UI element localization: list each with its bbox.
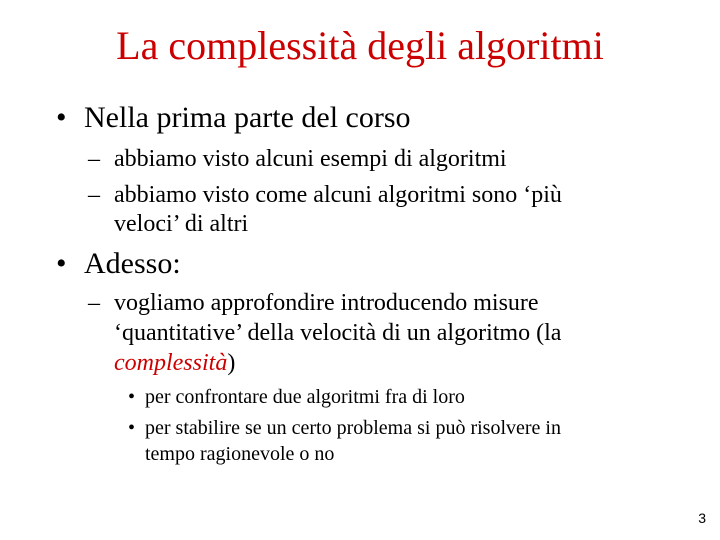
bullet-1-text: Nella prima parte del corso: [84, 101, 411, 134]
sub-marker: –: [88, 290, 100, 316]
sub-marker: –: [88, 146, 100, 172]
subsub-marker: •: [128, 386, 136, 408]
complexity-term: complessità: [114, 350, 228, 376]
bullet-2-text: Adesso:: [84, 247, 181, 280]
sub-marker: –: [88, 182, 100, 208]
page-number: 3: [698, 510, 706, 526]
subsub-item-1-line-1: per confrontare due algoritmi fra di loro: [145, 386, 465, 408]
closing-paren: ): [227, 350, 236, 376]
subsub-item-2-line-2: tempo ragionevole o no: [145, 443, 335, 465]
bullet-marker: •: [56, 101, 67, 134]
bullet-marker: •: [56, 247, 67, 280]
sub-item-2-line-1: abbiamo visto come alcuni algoritmi sono ‘più: [114, 182, 562, 208]
sub-item-3-line-2: ‘quantitative’ della velocità di un algoritmo (la: [114, 320, 562, 346]
sub-item-3-line-1: vogliamo approfondire introducendo misure: [114, 290, 539, 316]
sub-item-2-line-2: veloci’ di altri: [114, 211, 249, 237]
sub-item-3-line-3: [114, 348, 235, 378]
sub-item-1-line-1: abbiamo visto alcuni esempi di algoritmi: [114, 146, 507, 172]
subsub-item-2-line-1: per stabilire se un certo problema si può risolvere in: [145, 417, 561, 439]
slide-title: La complessità degli algoritmi: [116, 23, 604, 68]
subsub-marker: •: [128, 417, 136, 439]
